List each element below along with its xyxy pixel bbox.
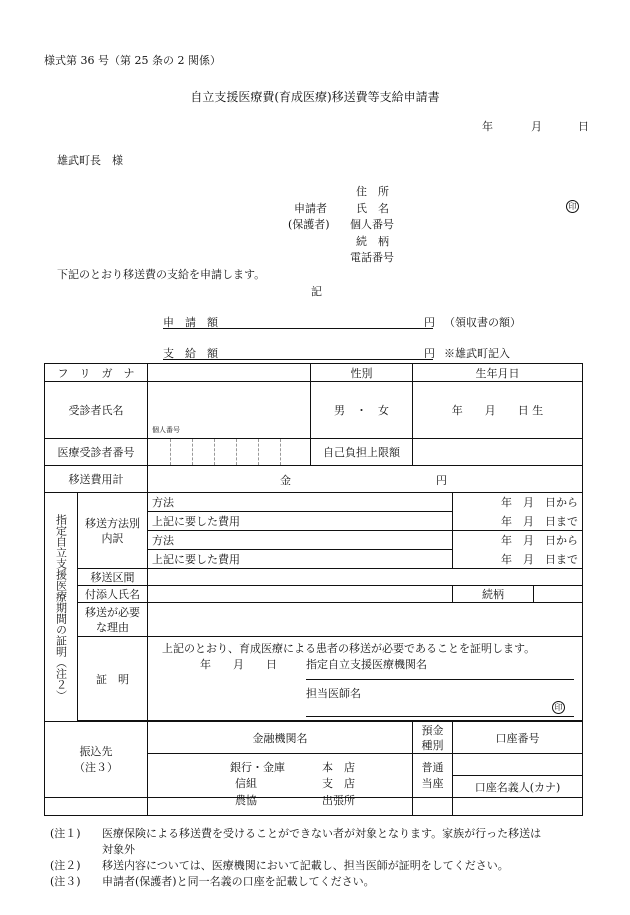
account-number-label: 口座番号 [453,722,583,754]
method-2-label: 方法 [152,534,174,547]
institution-line[interactable] [306,679,574,680]
sex-options[interactable]: 男 ・ 女 [311,382,413,439]
address-label: 住 所 [356,185,389,198]
certificate-label: 証 明 [78,637,148,721]
bank-name-field[interactable] [148,754,413,807]
date-year-label: 年 [482,120,493,133]
method-2-from[interactable]: 年 月 日から [453,531,583,550]
bank-type-2[interactable]: 信組 [235,777,257,790]
date-month-label: 月 [531,120,542,133]
period-certificate-section: 指定自立支援医療期間の証明（注２） [45,493,78,722]
account-holder-field[interactable] [453,798,583,816]
transfer-label [45,722,148,798]
birth-date-field[interactable]: 年 月 日 生 [413,382,583,439]
date-day-label: 日 [578,120,589,133]
attendant-label: 付添人氏名 [78,586,148,603]
institution-label: 指定自立支援医療機関名 [306,658,427,671]
method-1-to[interactable]: 年 月 日まで [453,512,583,531]
deposit-ordinary[interactable]: 普通 [421,760,444,774]
note-1-cont: 対象外 [102,843,135,856]
branch-1[interactable]: 本 店 [322,761,355,774]
pay-amount-label: 支 給 額 [163,347,218,360]
id-number-label: 個人番号 [350,218,394,231]
yen-label: 円 [436,474,447,487]
relation-label: 続 柄 [356,235,389,248]
relation-cell-label: 続柄 [453,586,534,603]
doctor-seal-icon: 印 [552,701,565,714]
bank-type-3[interactable]: 農協 [235,794,257,807]
deposit-current[interactable]: 当座 [421,776,444,790]
cost-1-field[interactable] [148,512,453,531]
apply-amount-field[interactable] [163,314,433,329]
notes-section [50,826,541,890]
branch-2[interactable]: 支 店 [322,777,355,790]
apply-amount-label: 申 請 額 [163,316,218,329]
doctor-label: 担当医師名 [306,687,361,700]
certificate-date[interactable]: 年 月 日 [200,658,277,671]
method-1-label: 方法 [152,496,174,509]
page-title: 自立支援医療費(育成医療)移送費等支給申請書 [190,90,440,104]
method-2-to[interactable]: 年 月 日まで [453,550,583,569]
furigana-label: フ リ ガ ナ [45,364,148,382]
account-number-field[interactable] [453,754,583,776]
deposit-type-label: 預金種別 [413,722,453,754]
name-label: 氏 名 [356,202,389,215]
guardian-label: (保護者) [288,218,330,231]
relation-field[interactable] [534,586,583,603]
patient-name-label: 受診者氏名 [45,382,148,439]
self-limit-field[interactable] [413,439,583,466]
cost-1-label: 上記に要した費用 [152,515,240,528]
certificate-area [148,637,583,721]
method-1-from[interactable]: 年 月 日から [453,493,583,512]
form-number: 様式第 36 号（第 25 条の 2 関係） [44,54,221,67]
section-field[interactable] [148,569,583,586]
pay-yen-label: 円 [424,347,435,360]
note-2: (注２) 移送内容については、医療機関において記載し、担当医師が証明をしてください。 [50,859,509,872]
bank-name-label: 金融機関名 [148,722,413,754]
method-detail-label: 移送方法別内訳 [78,493,148,569]
apply-note: （領収書の額） [444,316,521,329]
applicant-label: 申請者 [294,202,327,215]
pay-amount-field[interactable] [163,345,433,360]
certificate-text: 上記のとおり、育成医療による患者の移送が必要であることを証明します。 [162,642,536,655]
patient-name-field[interactable] [148,382,311,439]
medical-number-field[interactable] [148,439,311,466]
method-2-field[interactable] [148,531,453,550]
note-1: (注１) 医療保険による移送費を受けることができない者が対象となります。家族が行った移送は [50,827,542,840]
medical-number-label: 医療受診者番号 [45,439,148,466]
phone-label: 電話番号 [350,251,394,264]
transport-total-field[interactable] [148,466,583,493]
section-label: 移送区間 [78,569,148,586]
self-limit-label: 自己負担上限額 [311,439,413,466]
account-holder-label: 口座名義人(カナ) [453,776,583,798]
personal-number-label: 個人番号 [152,426,180,434]
cost-2-label: 上記に要した費用 [152,553,240,566]
bank-type-1[interactable]: 銀行・金庫 [230,761,285,774]
doctor-line[interactable] [306,716,574,717]
branch-3[interactable]: 出張所 [322,794,355,807]
application-table [44,363,583,816]
request-statement: 下記のとおり移送費の支給を申請します。 [57,268,266,281]
deposit-type-field[interactable] [413,754,453,798]
transfer-title: 振込先 [79,744,113,758]
furigana-field[interactable] [148,364,311,382]
method-1-field[interactable] [148,493,453,512]
attendant-field[interactable] [148,586,453,603]
ki-label: 記 [311,285,322,298]
addressee: 雄武町長 様 [57,154,123,167]
apply-yen-label: 円 [424,316,435,329]
cost-2-field[interactable] [148,550,453,569]
reason-label: 移送が必要な理由 [78,603,148,637]
birth-label: 生年月日 [413,364,583,382]
transport-total-label: 移送費用計 [45,466,148,493]
seal-icon: 印 [566,199,579,213]
reason-field[interactable] [148,603,583,637]
transfer-note: （注３） [74,760,118,774]
pay-note: ※雄武町記入 [444,347,510,360]
note-3: (注３) 申請者(保護者)と同一名義の口座を記載してください。 [50,875,375,888]
sex-label: 性別 [311,364,413,382]
kin-label: 金 [280,474,291,487]
